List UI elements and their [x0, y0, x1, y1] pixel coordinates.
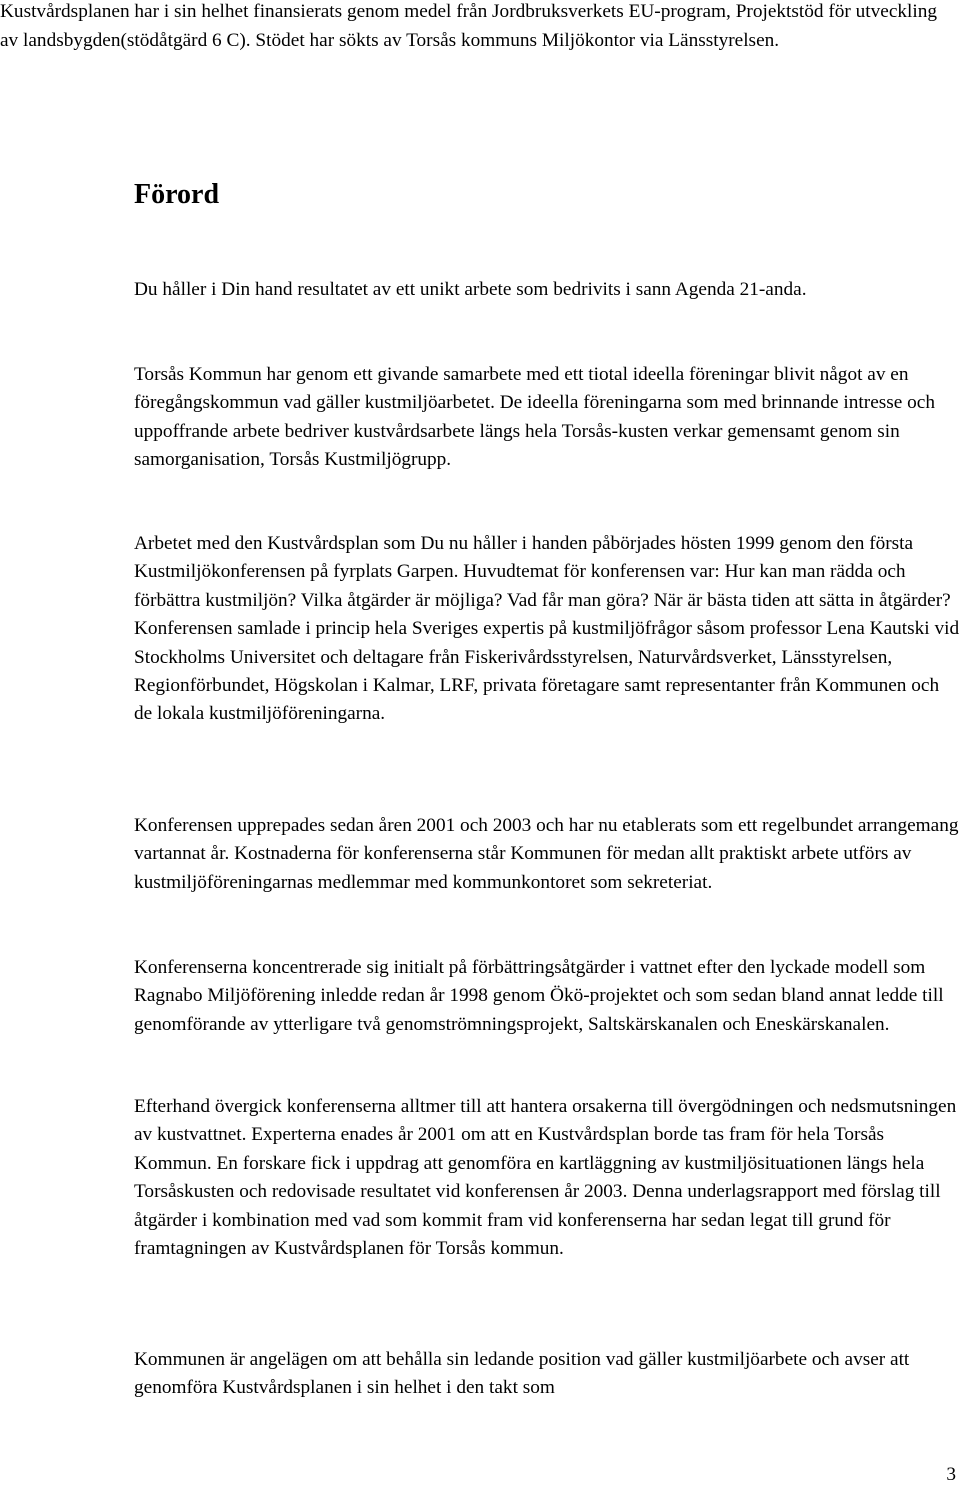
paragraph-3: Arbetet med den Kustvårdsplan som Du nu håller i handen påbörjades hösten 1999 genom den första Kustmiljökonferensen på fyrplats Garpen. Huvudtemat för konferensen var: Hur kan man rädda och förbättra kustmiljön? Vilka åtgärder är möjliga? Vad får man göra? När är bästa tiden att sätta in åtgärder? Konferensen samlade i princip hela Sveriges expertis på kustmiljöfrågor såsom professor Lena Kautski vid Stockholms Universitet och deltagare från Fiskerivårdsstyrelsen, Naturvårdsverket, Länsstyrelsen, Regionförbundet, Högskolan i Kalmar, LRF, privata företagare samt representanter från Kommunen och de lokala kustmiljöföreningarna. [134, 533, 960, 725]
paragraph-7: Kommunen är angelägen om att behålla sin ledande position vad gäller kustmiljöarbete och avser att genomföra Kustvårdsplanen i sin helhet i den takt som [134, 1349, 910, 1399]
paragraph-5: Konferenserna koncentrerade sig initialt på förbättringsåtgärder i vattnet efter den lyckade modell som Ragnabo Miljöförening inledde redan år 1998 genom Ökö-projektet och som sedan bland annat ledde till genomförande av ytterligare två genomströmningsprojekt, Saltskärskanalen och Eneskärskanalen. [134, 957, 944, 1035]
intro-paragraph: Kustvårdsplanen har i sin helhet finansierats genom medel från Jordbruksverkets EU-program, Projektstöd för utveckling av landsbygden(stödåtgärd 6 C). Stödet har sökts av Torsås kommuns Miljökontor via Länsstyrelsen. [0, 1, 938, 51]
paragraph-6: Efterhand övergick konferenserna alltmer till att hantera orsakerna till övergödningen och nedsmutsningen av kustvattnet. Experterna enades år 2001 om att en Kustvårdsplan borde tas fram för hela Torsås Kommun. En forskare fick i uppdrag att genomföra en kartläggning av kustmiljösituationen längs hela Torsåskusten och redovisade resultatet vid konferensen år 2003. Denna underlagsrapport med förslag till åtgärder i kombination med vad som kommit fram vid konferenserna har sedan legat till grund för framtagningen av Kustvårdsplanen för Torsås kommun. [134, 1096, 957, 1260]
section-heading: Förord [134, 179, 220, 210]
paragraph-1: Du håller i Din hand resultatet av ett unikt arbete som bedrivits i sann Agenda 21-anda. [134, 279, 807, 300]
paragraph-2: Torsås Kommun har genom ett givande samarbete med ett tiotal ideella föreningar blivit något av en föregångskommun vad gäller kustmiljöarbetet. De ideella föreningarna som med brinnande intresse och uppoffrande arbete bedriver kustvårdsarbete längs hela Torsås-kusten verkar gemensamt genom sin samorganisation, Torsås Kustmiljögrupp. [134, 364, 935, 471]
page-number: 3 [946, 1464, 956, 1485]
paragraph-4: Konferensen upprepades sedan åren 2001 och 2003 och har nu etablerats som ett regelbundet arrangemang vartannat år. Kostnaderna för konferenserna står Kommunen för medan allt praktiskt arbete utförs av kustmiljöföreningarnas medlemmar med kommunkontoret som sekreteriat. [134, 815, 959, 893]
